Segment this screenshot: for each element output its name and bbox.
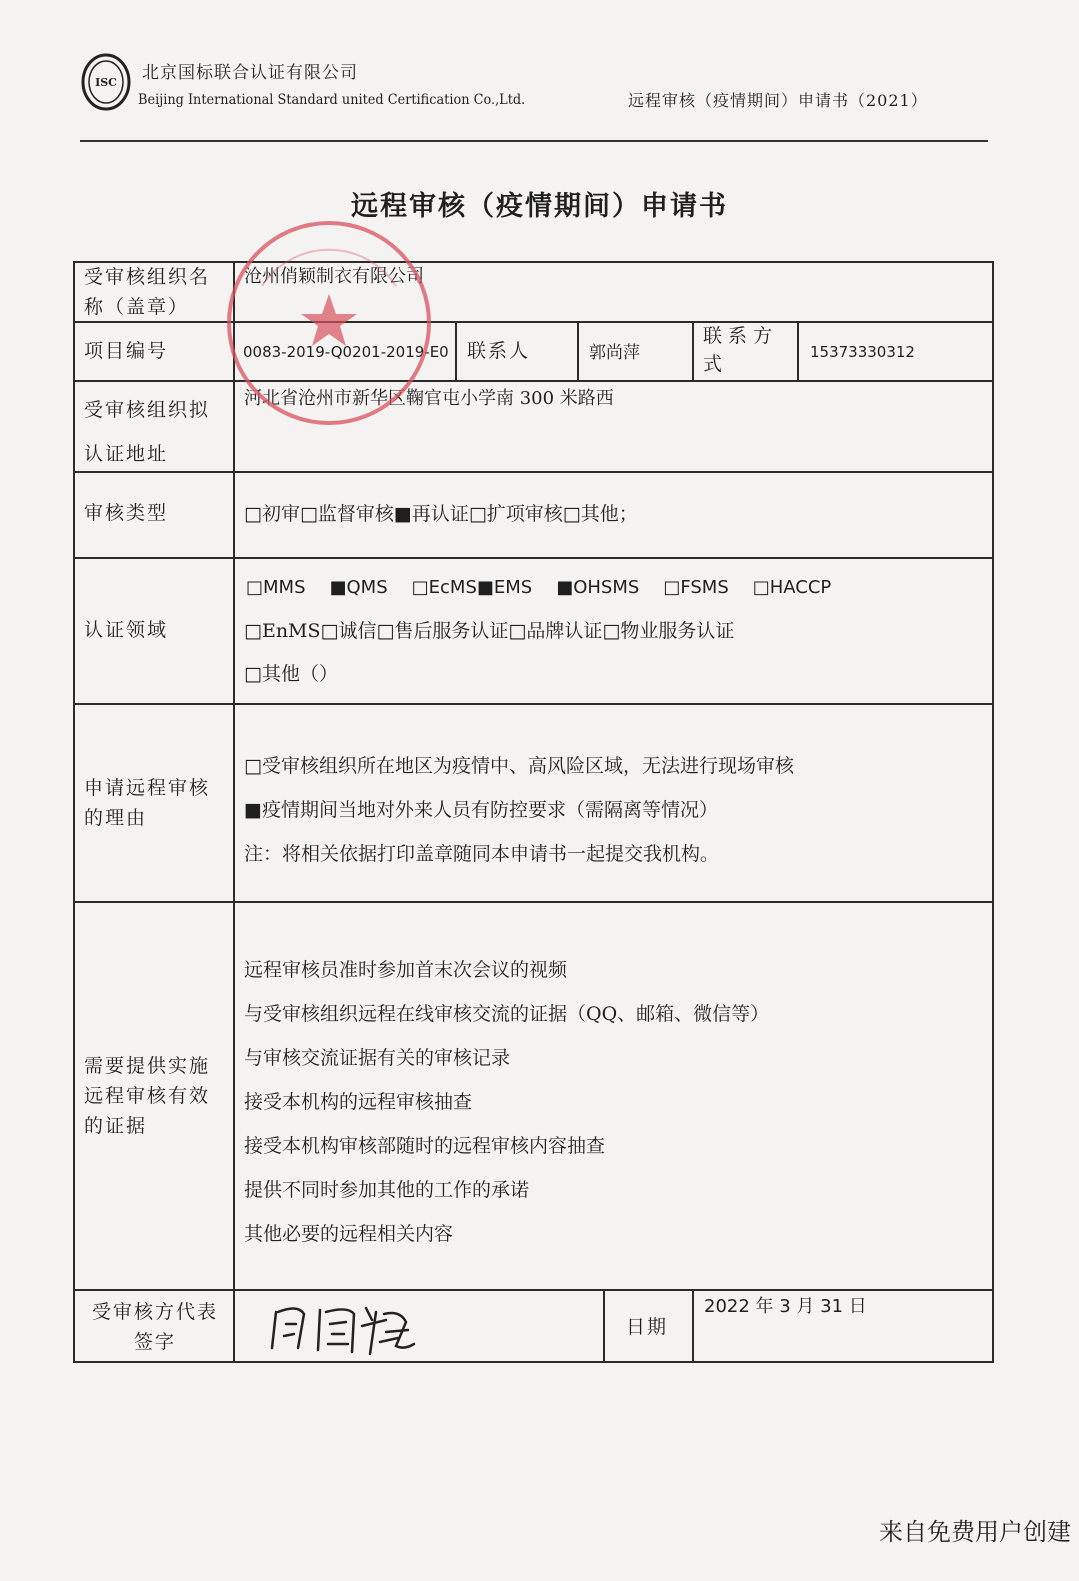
company-seal-stamp xyxy=(222,216,437,431)
evidence-list xyxy=(244,948,769,1256)
contact-value: 郭尚萍 xyxy=(589,343,640,363)
company-name-en: Beijing International Standard united Certification Co.,Ltd. xyxy=(138,92,526,108)
phone-label: 联 系 方 式 xyxy=(703,325,773,375)
project-number-value: 0083-2019-Q0201-2019-E0 xyxy=(243,343,449,361)
contact-label: 联系人 xyxy=(467,340,531,362)
signature-label: 受审核方代表 签字 xyxy=(91,1301,218,1353)
reason-note: 注：将相关依据打印盖章随同本申请书一起提交我机构。 xyxy=(244,843,720,865)
org-name-label: 受审核组织名 称（盖章） xyxy=(84,266,211,318)
audit-type-options: □初审□监督审核■再认证□扩项审核□其他； xyxy=(244,503,638,525)
handwritten-signature xyxy=(268,1298,418,1366)
company-name-cn: 北京国标联合认证有限公司 xyxy=(142,63,358,83)
evidence-item: 其他必要的远程相关内容 xyxy=(244,1223,454,1245)
cert-field-label: 认证领域 xyxy=(84,619,169,641)
date-value: 2022 年 3 月 31 日 xyxy=(704,1296,867,1317)
date-label: 日期 xyxy=(626,1316,669,1338)
org-name-value: 沧州俏颖制衣有限公司 xyxy=(244,266,424,287)
project-number-label: 项目编号 xyxy=(84,340,169,362)
evidence-item: 接受本机构审核部随时的远程审核内容抽查 xyxy=(244,1135,606,1157)
header-doc-ref: 远程审核（疫情期间）申请书（2021） xyxy=(628,91,928,110)
audit-type-label: 审核类型 xyxy=(84,502,169,524)
reason-label: 申请远程审核 的理由 xyxy=(84,777,211,829)
reason-content xyxy=(244,744,794,876)
cert-field-row3: □其他（） xyxy=(244,663,338,685)
evidence-item: 与审核交流证据有关的审核记录 xyxy=(244,1047,511,1069)
reason-line-2: ■疫情期间当地对外来人员有防控要求（需隔离等情况） xyxy=(244,799,718,821)
phone-value: 15373330312 xyxy=(810,343,915,361)
watermark-text: 来自免费用户创建 xyxy=(879,1518,1071,1546)
cert-field-row2: □EnMS□诚信□售后服务认证□品牌认证□物业服务认证 xyxy=(244,620,735,642)
reason-line-1: □受审核组织所在地区为疫情中、高风险区域，无法进行现场审核 xyxy=(244,755,794,777)
header-divider xyxy=(80,140,988,142)
evidence-label: 需要提供实施 远程审核有效 的证据 xyxy=(84,1055,211,1137)
company-logo xyxy=(80,52,132,112)
logo-text: ISC xyxy=(95,76,117,89)
evidence-item: 提供不同时参加其他的工作的承诺 xyxy=(244,1179,530,1201)
address-label: 受审核组织拟 认证地址 xyxy=(84,399,211,465)
evidence-item: 与受审核组织远程在线审核交流的证据（QQ、邮箱、微信等） xyxy=(244,1003,770,1025)
address-value: 河北省沧州市新华区鞠官屯小学南 300 米路西 xyxy=(244,388,614,409)
evidence-item: 接受本机构的远程审核抽查 xyxy=(244,1091,473,1113)
document-title: 远程审核（疫情期间）申请书 xyxy=(351,191,728,222)
evidence-item: 远程审核员准时参加首末次会议的视频 xyxy=(244,959,568,981)
cert-field-row1: □MMS ■QMS □EcMS■EMS ■OHSMS □FSMS □HACCP xyxy=(246,577,832,598)
